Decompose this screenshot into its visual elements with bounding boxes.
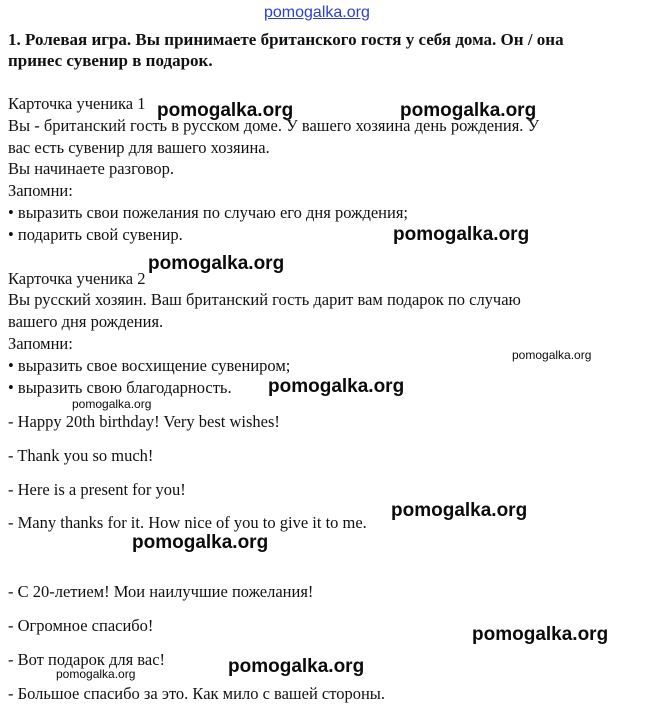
watermark: pomogalka.org	[157, 100, 294, 121]
watermark: pomogalka.org	[391, 500, 528, 521]
dialogue-ru-line-3: - Вот подарок для вас!	[8, 650, 166, 669]
watermark: pomogalka.org	[72, 397, 152, 411]
watermark: pomogalka.org	[268, 376, 405, 397]
watermark: pomogalka.org	[393, 224, 530, 245]
card1-bullet-1: • выразить свои пожелания по случаю его дня рождения;	[8, 203, 408, 222]
task-title-line-1: 1. Ролевая игра. Вы принимаете британского гостя у себя дома. Он / она	[8, 30, 564, 49]
card1-text-line-1: Вы - британский гость в русском доме. У вашего хозяина день рождения. У	[8, 116, 540, 135]
card1-text-line-2: вас есть сувенир для вашего хозяина.	[8, 138, 270, 157]
card2-text-line-1: Вы русский хозяин. Ваш британский гость дарит вам подарок по случаю	[8, 290, 521, 309]
card1-bullet-2: • подарить свой сувенир.	[8, 225, 183, 244]
dialogue-en-line-3: - Here is a present for you!	[8, 480, 186, 499]
watermark: pomogalka.org	[228, 656, 365, 677]
dialogue-en-line-4: - Many thanks for it. How nice of you to give it to me.	[8, 513, 367, 532]
dialogue-ru-line-2: - Огромное спасибо!	[8, 616, 154, 635]
task-title-line-2: принес сувенир в подарок.	[8, 51, 213, 70]
card2-heading: Карточка ученика 2	[8, 269, 146, 288]
card2-bullet-1: • выразить свое восхищение сувениром;	[8, 356, 291, 375]
watermark: pomogalka.org	[400, 100, 537, 121]
watermark: pomogalka.org	[472, 624, 609, 645]
watermark: pomogalka.org	[132, 532, 269, 553]
card2-bullet-2: • выразить свою благодарность.	[8, 378, 232, 397]
watermark: pomogalka.org	[148, 253, 285, 274]
watermark-top: pomogalka.org	[264, 4, 370, 21]
card2-text-line-2: вашего дня рождения.	[8, 312, 164, 331]
watermark: pomogalka.org	[512, 348, 592, 362]
dialogue-ru-line-1: - С 20-летием! Мои наилучшие пожелания!	[8, 582, 314, 601]
card2-remember: Запомни:	[8, 334, 73, 353]
watermark: pomogalka.org	[56, 667, 136, 681]
dialogue-ru-line-4: - Большое спасибо за это. Как мило с вашей стороны.	[8, 684, 386, 703]
card1-text-line-3: Вы начинаете разговор.	[8, 159, 174, 178]
dialogue-en-line-2: - Thank you so much!	[8, 446, 154, 465]
card1-remember: Запомни:	[8, 181, 73, 200]
dialogue-en-line-1: - Happy 20th birthday! Very best wishes!	[8, 412, 280, 431]
card1-heading: Карточка ученика 1	[8, 94, 146, 113]
